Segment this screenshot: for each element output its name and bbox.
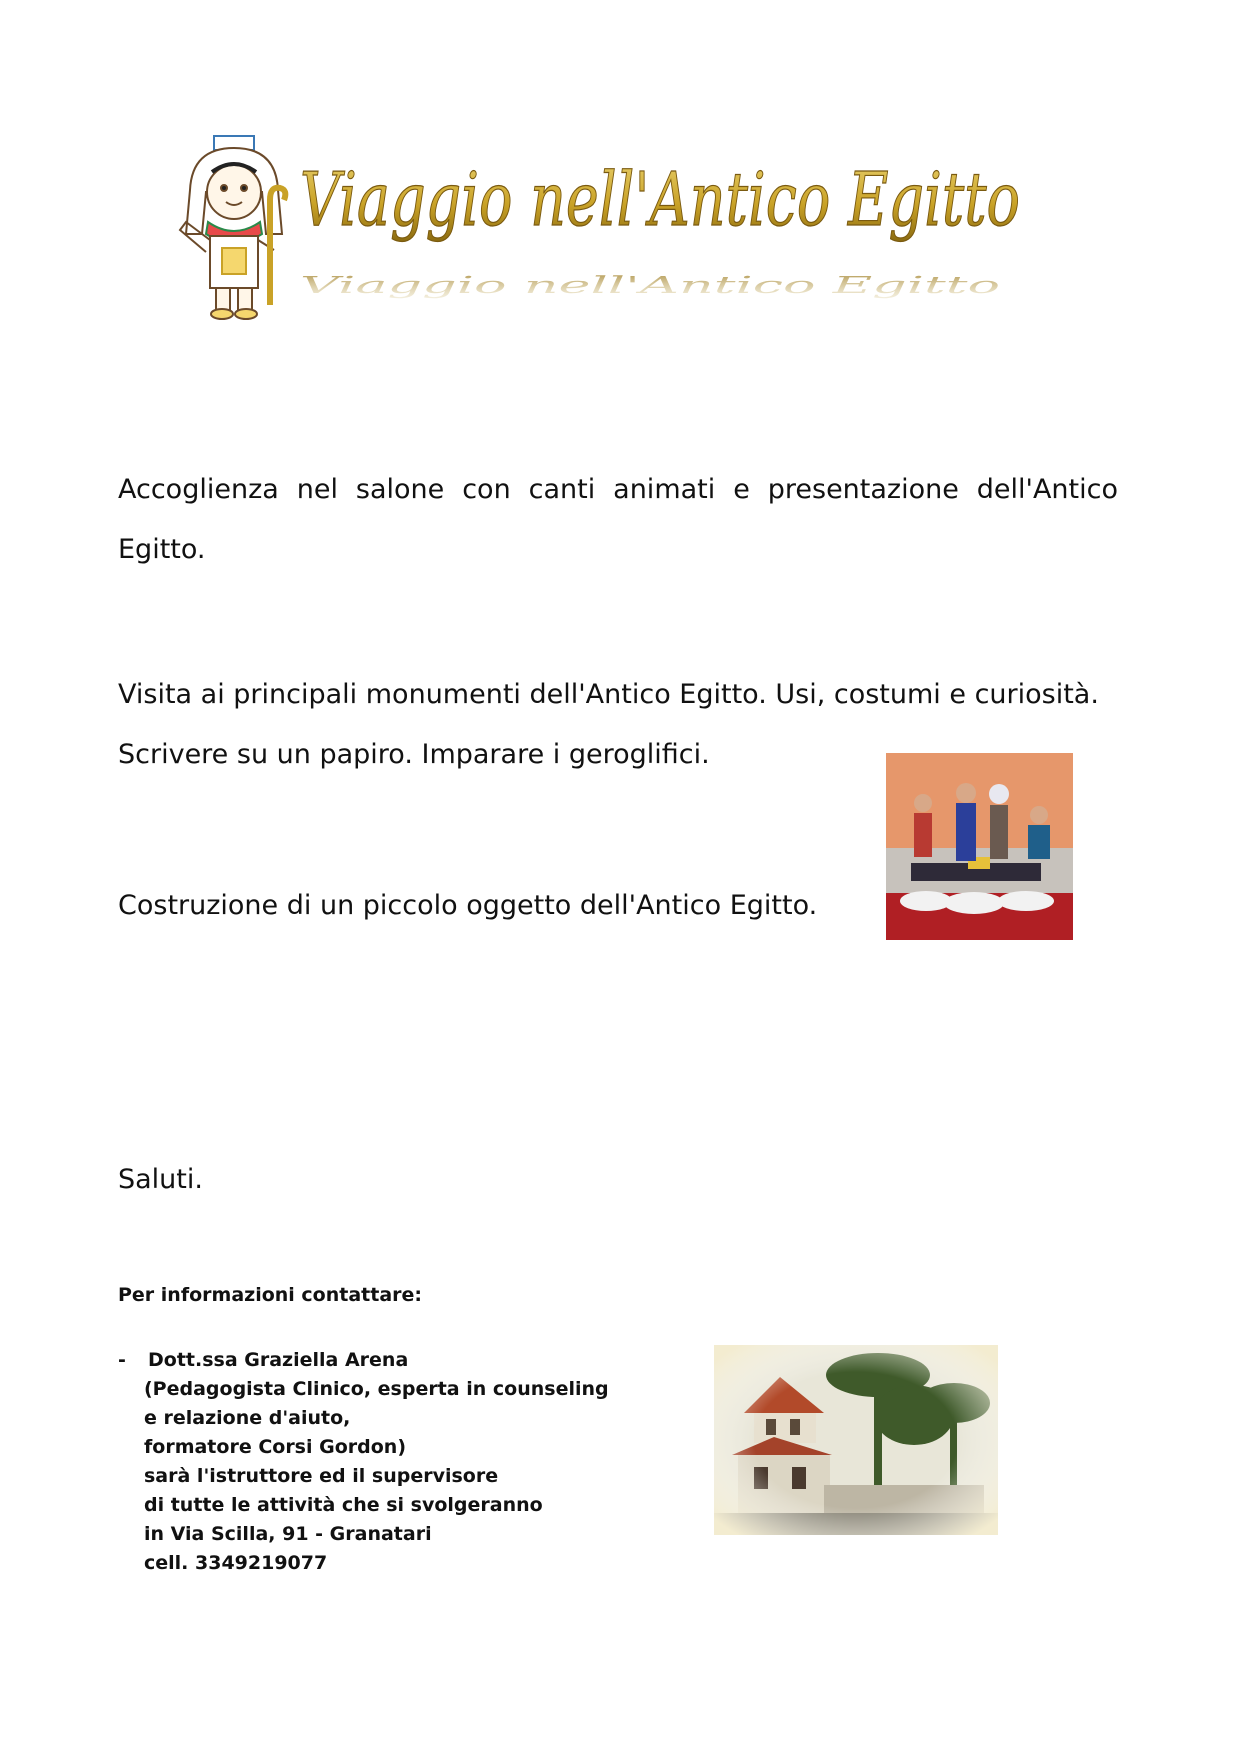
header-logo (170, 130, 1150, 330)
contact-line: e relazione d'aiuto, (144, 1407, 351, 1429)
contact-line: formatore Corsi Gordon) (144, 1436, 407, 1458)
logo-title-reflection: Viaggio nell'Antico Egitto (300, 271, 1000, 299)
bullet-dash: - (118, 1349, 126, 1371)
paragraph-goodbye: Saluti. (118, 1164, 203, 1195)
logo-title: Viaggio nell'Antico Egitto (300, 157, 1020, 243)
contact-line: (Pedagogista Clinico, esperta in counseling (144, 1378, 609, 1400)
contact-phone: cell. 3349219077 (144, 1552, 328, 1574)
paragraph-craft: Costruzione di un piccolo oggetto dell'Antico Egitto. (118, 890, 818, 921)
villa-with-palm-trees-photo (714, 1345, 998, 1535)
pharaoh-child-icon (180, 136, 285, 319)
contact-details (118, 1346, 738, 1578)
contact-line: sarà l'istruttore ed il supervisore (144, 1465, 499, 1487)
paragraph-welcome: Accoglienza nel salone con canti animati e presentazione dell'Antico Egitto. (118, 474, 1118, 565)
contact-heading: Per informazioni contattare: (118, 1284, 423, 1306)
children-in-egyptian-costumes-photo (886, 753, 1073, 940)
contact-name: Dott.ssa Graziella Arena (148, 1349, 409, 1371)
paragraph-visit: Visita ai principali monumenti dell'Antico Egitto. Usi, costumi e curiosità. Scrivere su un papiro. Imparare i geroglifici. (118, 679, 1099, 770)
contact-address: in Via Scilla, 91 - Granatari (144, 1523, 432, 1545)
contact-line: di tutte le attività che si svolgeranno (144, 1494, 543, 1516)
